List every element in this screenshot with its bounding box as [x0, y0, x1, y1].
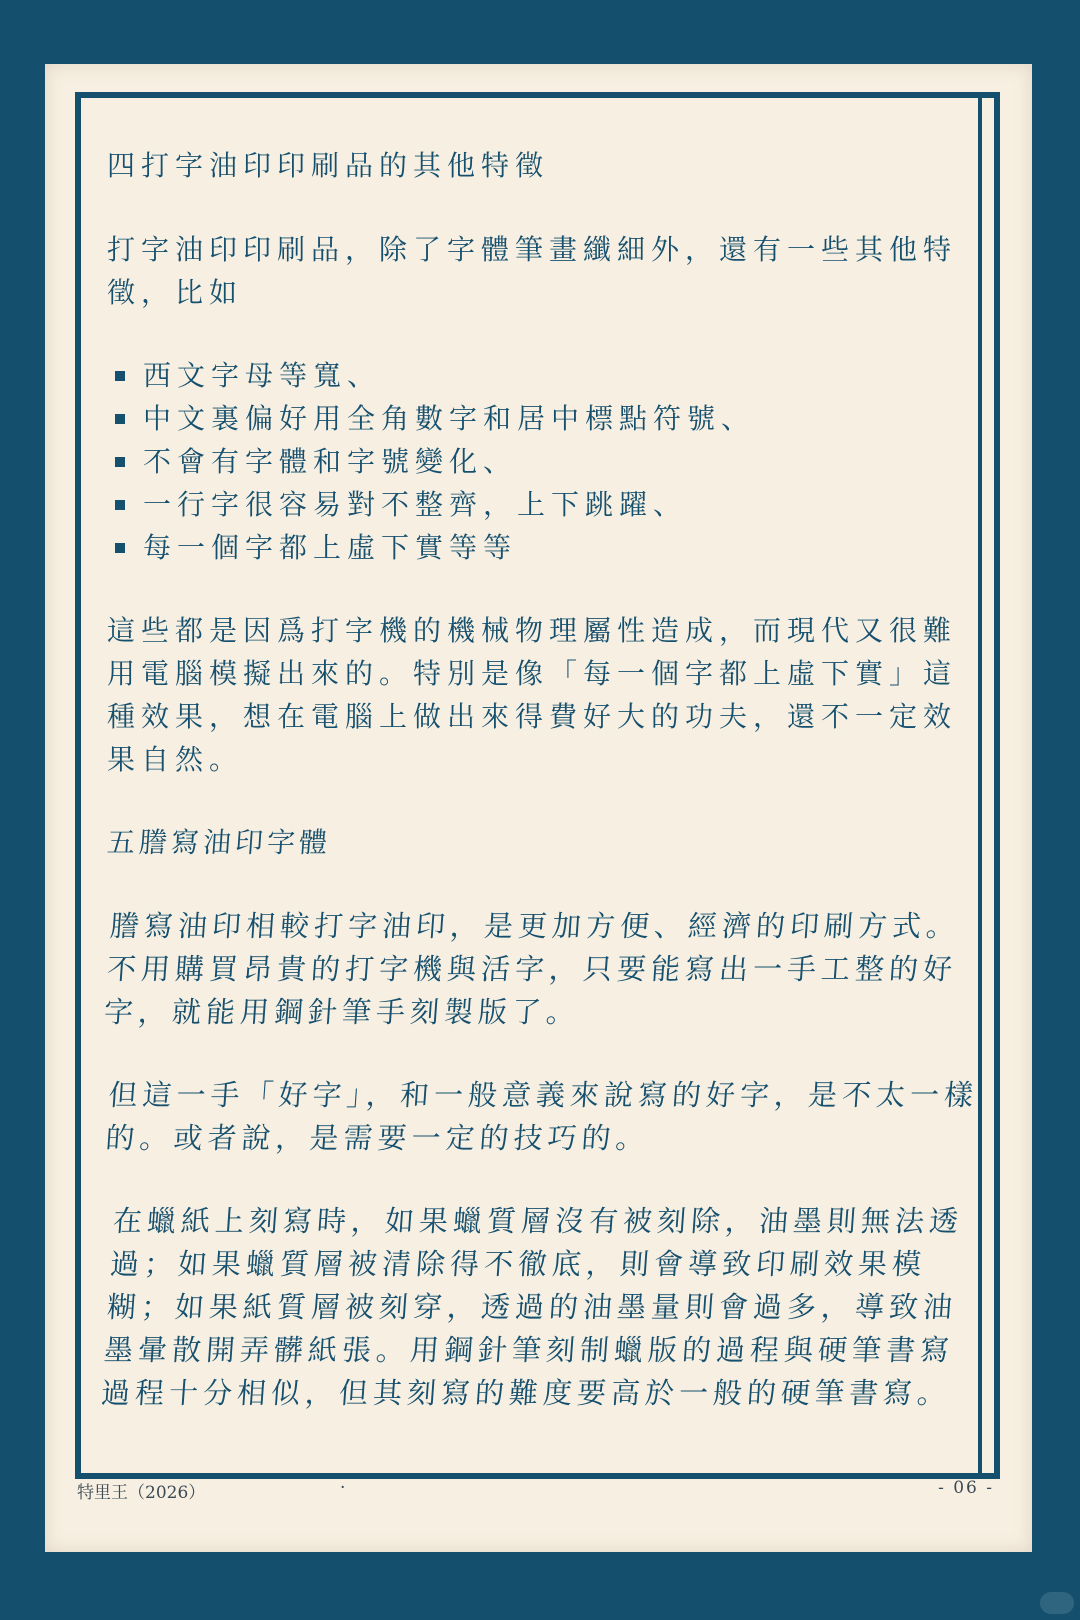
- square-bullet-icon: [115, 371, 125, 381]
- list-item-text: 西文字母等寬、: [143, 359, 382, 392]
- list-item: [107, 440, 987, 483]
- section4-intro: 打字油印印刷品，除了字體筆畫纖細外，還有一些其他特徵，比如: [107, 233, 958, 309]
- section5-paragraph-3: 在蠟紙上刻寫時，如果蠟質層沒有被刻除，油墨則無法透過；如果蠟質層被清除得不徹底，則會導致印刷效果模糊；如果紙質層被刻穿，透過的油墨量則會過多，導致油墨暈散開弄髒紙張。用鋼針筆刻制蠟版的過程與硬筆書寫過程十分相似，但其刻寫的難度要高於一般的硬筆書寫。: [99, 1204, 965, 1410]
- footer-dot: ·: [340, 1478, 346, 1498]
- list-item-text: 每一個字都上虛下實等等: [143, 531, 518, 564]
- square-bullet-icon: [115, 414, 125, 424]
- page-content: [99, 144, 987, 1455]
- page-number: - 06 -: [938, 1478, 994, 1498]
- list-item: [107, 354, 987, 397]
- section5-paragraph-1: 謄寫油印相較打字油印，是更加方便、經濟的印刷方式。不用購買昂貴的打字機與活字，只要能寫出一手工整的好字，就能用鋼針筆手刻製版了。: [102, 909, 962, 1029]
- section4-heading: 四打字油印印刷品的其他特徵: [107, 149, 550, 182]
- list-item-text: 中文裏偏好用全角數字和居中標點符號、: [143, 402, 756, 435]
- list-item: [107, 397, 987, 440]
- list-item-text: 不會有字體和字號變化、: [143, 445, 518, 478]
- list-item: [107, 483, 987, 526]
- section5-heading: 五謄寫油印字體: [105, 826, 333, 859]
- feature-list: [107, 354, 987, 569]
- section5-paragraph-2: 但這一手「好字」，和一般意義來說寫的好字，是不太一樣的。或者說，是需要一定的技巧的。: [104, 1078, 980, 1155]
- watermark-badge: [1040, 1592, 1074, 1614]
- square-bullet-icon: [115, 457, 125, 467]
- square-bullet-icon: [115, 500, 125, 510]
- paper-sheet: [45, 64, 1032, 1552]
- footer-author: 特里王（2026）: [77, 1483, 206, 1503]
- list-item: [107, 526, 987, 569]
- square-bullet-icon: [115, 543, 125, 553]
- list-item-text: 一行字很容易對不整齊，上下跳躍、: [143, 488, 688, 521]
- section4-closing: 這些都是因爲打字機的機械物理屬性造成，而現代又很難用電腦模擬出來的。特別是像「每一個字都上虛下實」這種效果，想在電腦上做出來得費好大的功夫，還不一定效果自然。: [107, 614, 958, 776]
- page-footer: [75, 1468, 994, 1508]
